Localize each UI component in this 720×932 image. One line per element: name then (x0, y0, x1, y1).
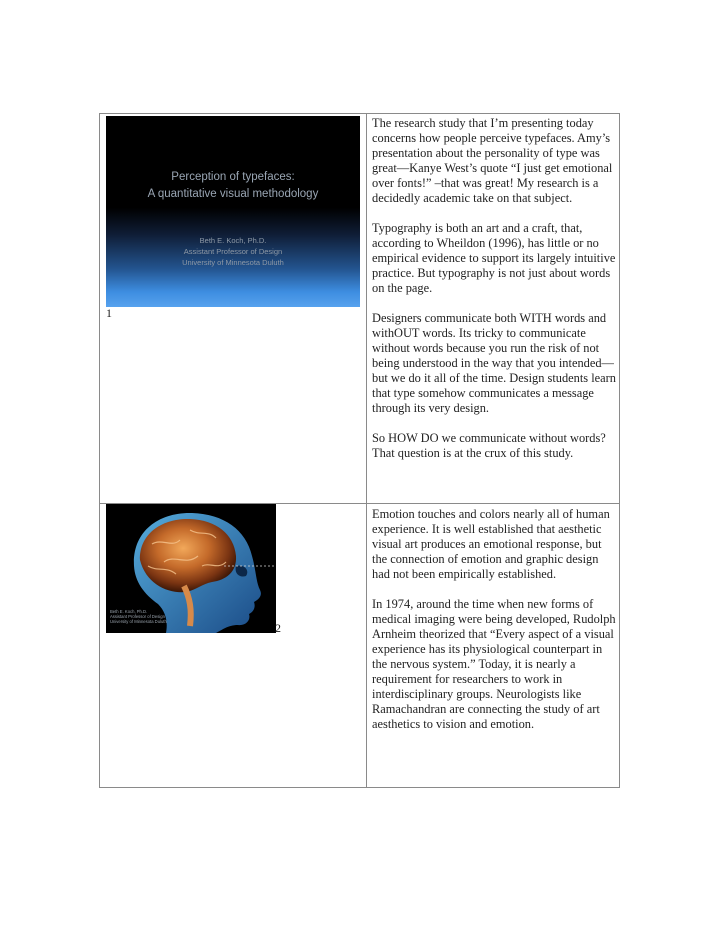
slide-1-title-line-1: Perception of typefaces: (171, 171, 295, 183)
slide-1-title (106, 169, 360, 203)
slide-1-paragraph: The research study that I’m presenting today concerns how people perceive typefaces. Amy’s presentation about the personality of type was great—Kanye West’s quote “I just get emotional over fonts!” –that was great! My research is a decidedly academic take on that subject. (372, 116, 613, 205)
slide-1-author-name: Beth E. Koch, Ph.D. (199, 236, 267, 245)
slide-1-author-title: Assistant Professor of Design (183, 247, 283, 256)
slide-2-author-title: Assistant Professor of Design (110, 614, 165, 619)
slide-1-notes (372, 116, 616, 461)
column-divider (366, 114, 367, 787)
slide-2-notes (372, 507, 616, 732)
slide-2-paragraph: In 1974, around the time when new forms of medical imaging were being developed, Rudolph Arnheim theorized that “Every aspect of a visual experience has its physiological counterpart in the nervous system.” Today, it is nearly a requirement for researchers to work in interdisciplinary groups. Neurologists like Ramachandran are connecting the study of art aesthetics to vision and emotion. (372, 597, 616, 731)
notes-table (99, 113, 620, 788)
slide-2-paragraph: Emotion touches and colors nearly all of human experience. It is well established that aesthetic visual art produces an emotional response, but the connection of emotion and graphic design had not been empirically established. (372, 507, 610, 581)
slide-1-author-block (106, 235, 360, 268)
slide-1-number: 1 (106, 306, 112, 320)
slide-2-author-name: Beth E. Koch, Ph.D. (110, 609, 148, 614)
slide-1-paragraph: Typography is both an art and a craft, that, according to Wheildon (1996), has little or no empirical evidence to support its largely intuitive practice. But typography is not just about words on the page. (372, 221, 616, 295)
slide-2-author-affiliation: University of Minnesota Duluth (110, 619, 167, 624)
slide-2-number: 2 (275, 621, 281, 635)
slide-1-paragraph: So HOW DO we communicate without words? That question is at the crux of this study. (372, 431, 606, 460)
slide-1-author-affiliation: University of Minnesota Duluth (182, 258, 284, 267)
slide-1-thumbnail (106, 116, 360, 307)
slide-2-author-block (110, 609, 167, 624)
slide-1-title-line-2: A quantitative visual methodology (147, 188, 319, 200)
slide-2-thumbnail (106, 504, 276, 633)
slide-1-paragraph: Designers communicate both WITH words and withOUT words. Its tricky to communicate without words because you run the risk of not being understood in the way that you intended—but we do it all of the time. Design students learn that type somehow communicates a message through its very design. (372, 311, 616, 415)
